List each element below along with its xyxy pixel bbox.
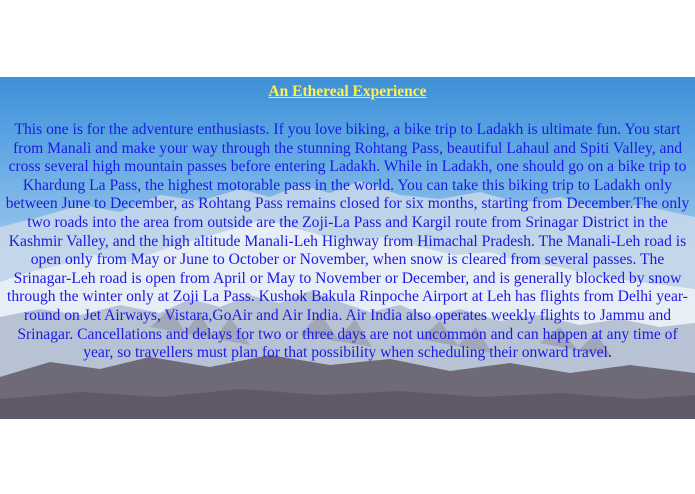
section-title: An Ethereal Experience — [268, 83, 427, 100]
text-overlay — [0, 77, 695, 363]
description-paragraph: This one is for the adventure enthusiasts. If you love biking, a bike trip to Ladakh is ultimate fun. You start from Manali and make your way through the stunning Rohtang Pass, beautiful Lahaul and Spiti Valley, and cross several high mountain passes before entering Ladakh. While in Ladakh, one should go on a bike trip to Khardung La Pass, the highest motorable pass in the world. You can take this biking trip to Ladakh only between June to December, as Rohtang Pass remains closed for six months, starting from December.The only two roads into the area from outside are the Zoji-La Pass and Kargil route from Srinagar District in the Kashmir Valley, and the high altitude Manali-Leh Highway from Himachal Pradesh. The Manali-Leh road is open only from May or June to October or November, when snow is cleared from several passes. The Srinagar-Leh road is open from April or May to November or December, and is generally blocked by snow through the winter only at Zoji La Pass. Kushok Bakula Rinpoche Airport at Leh has flights from Delhi year-round on Jet Airways, Vistara,GoAir and Air India. Air India also operates weekly flights to Jammu and Srinagar. Cancellations and delays for two or three days are not uncommon and can happen at any time of year, so travellers must plan for that possibility when scheduling their onward travel. — [5, 121, 690, 362]
mountain-banner — [0, 77, 695, 419]
